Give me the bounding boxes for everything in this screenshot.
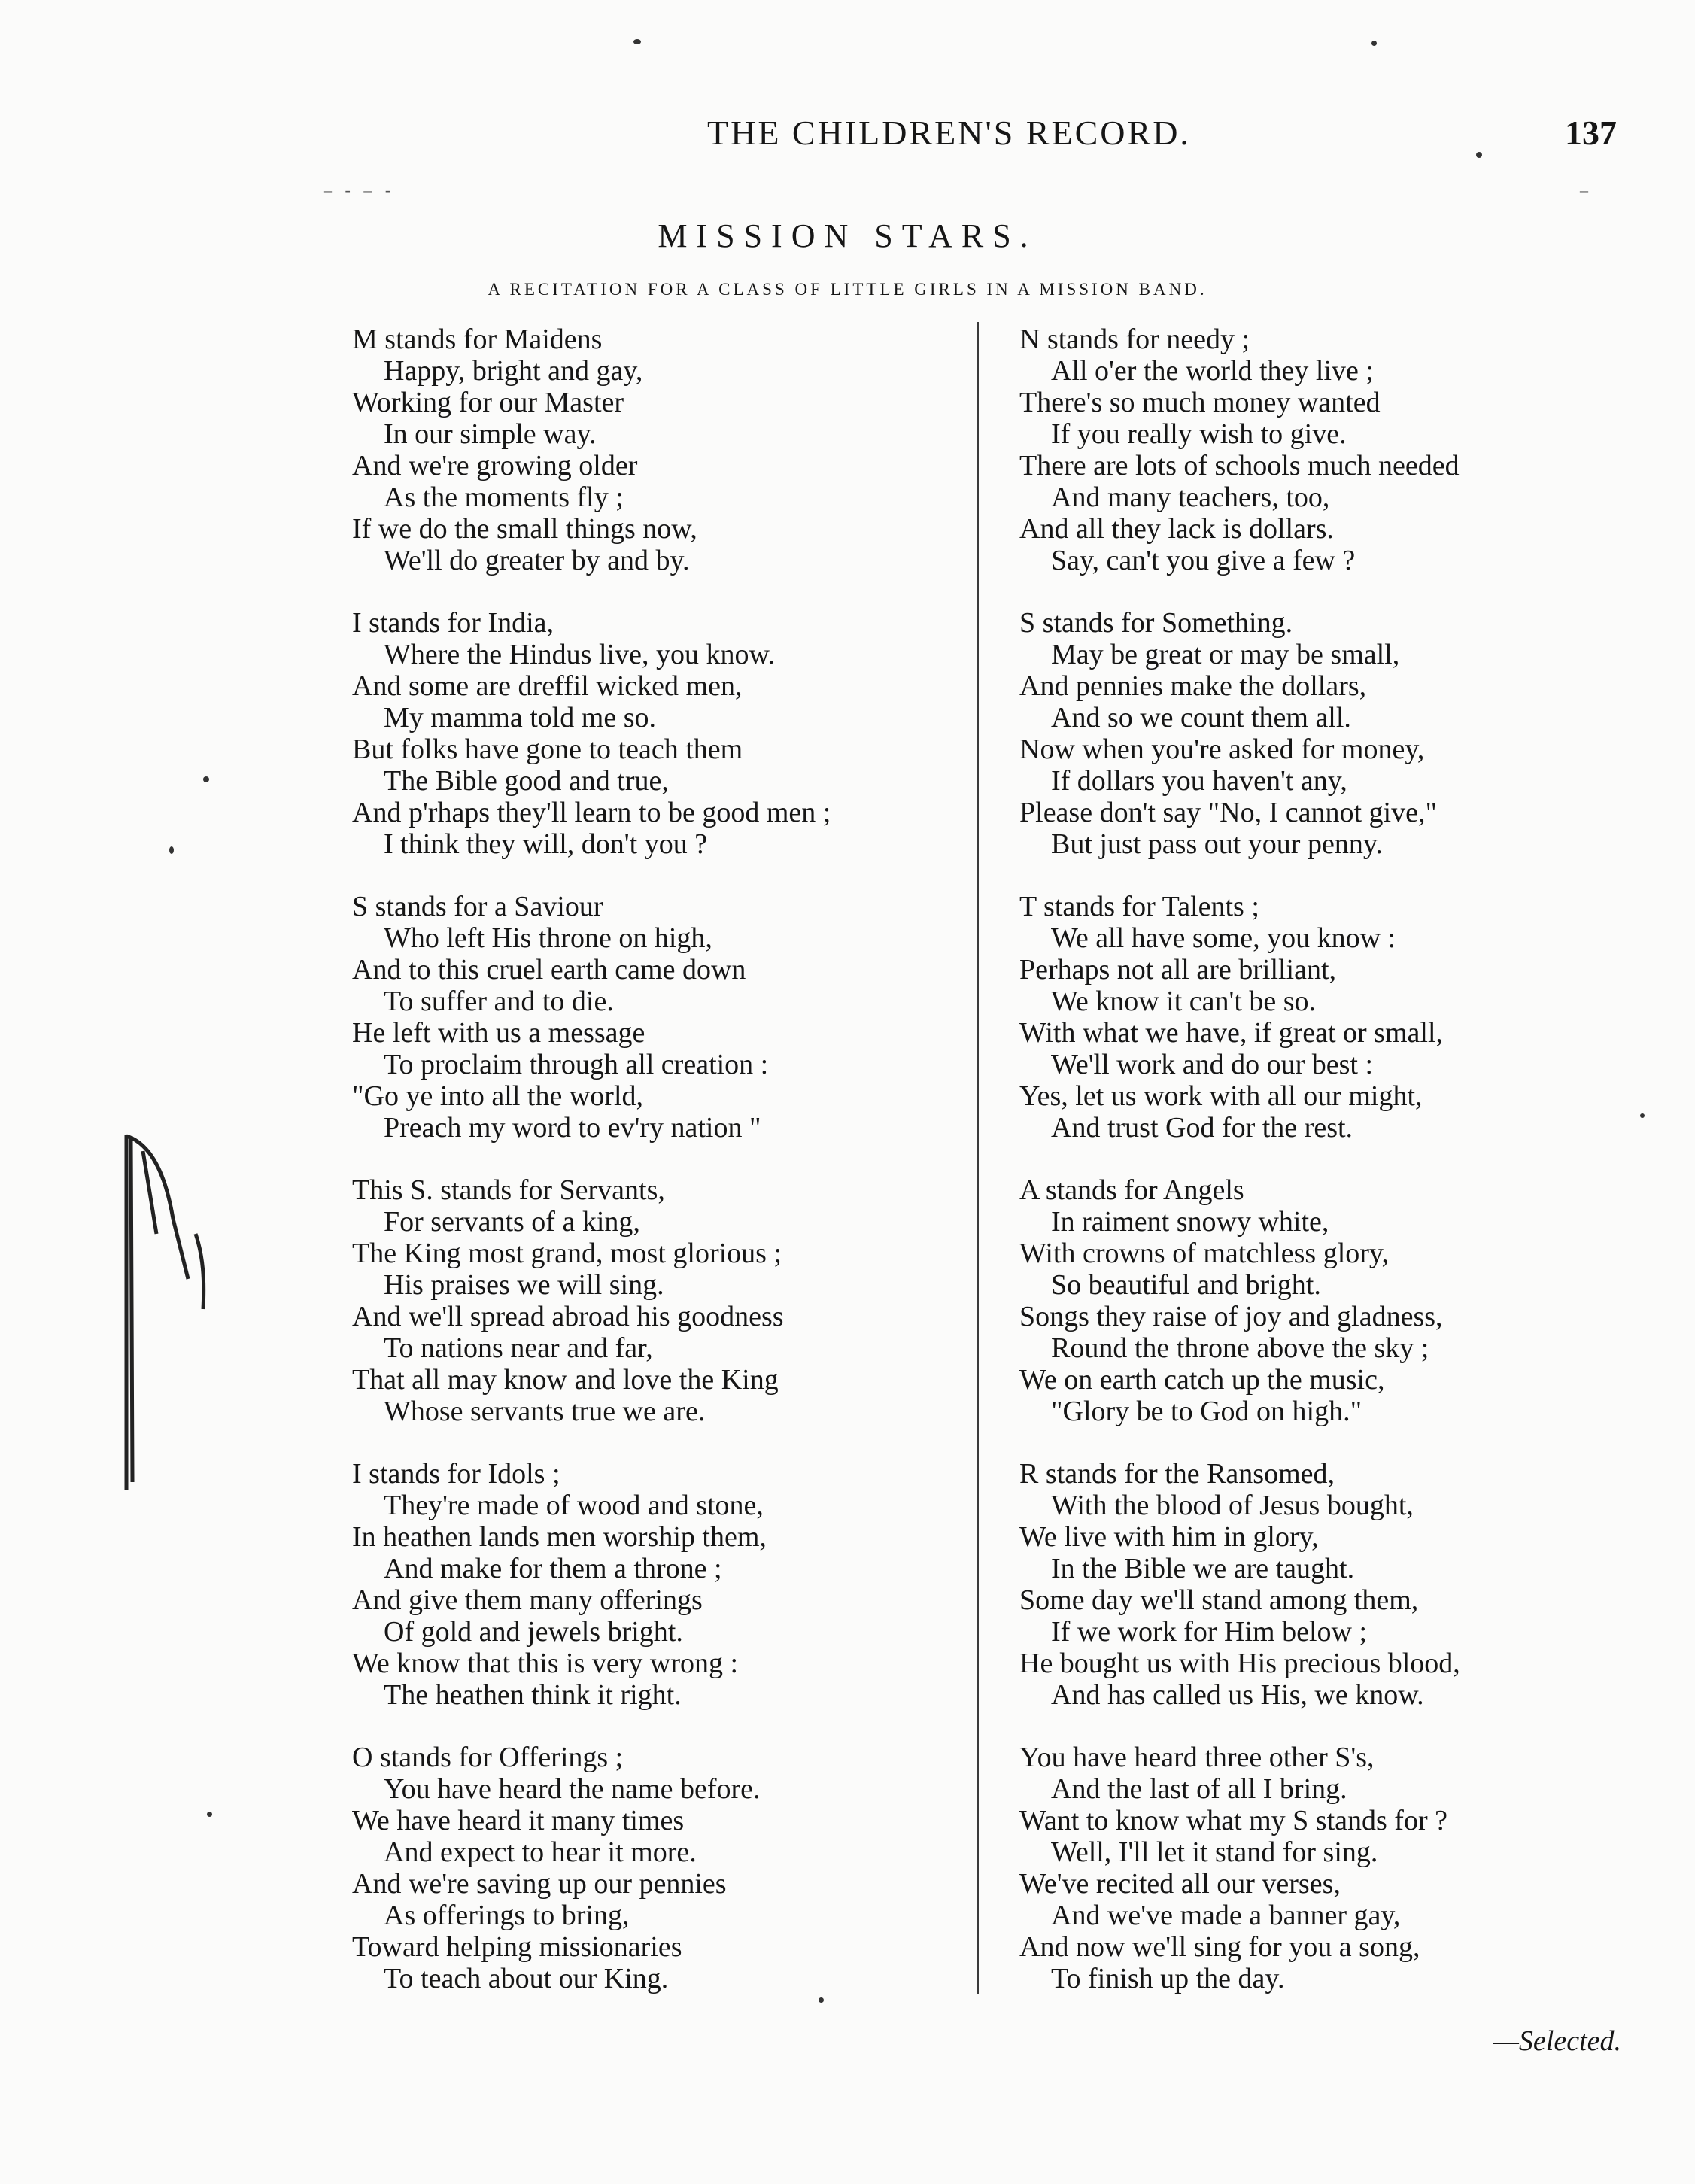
verse-line: R stands for the Ransomed,	[1019, 1458, 1335, 1490]
verse-line: May be great or may be small,	[1051, 639, 1400, 670]
verse-line: In raiment snowy white,	[1051, 1206, 1329, 1238]
verse-line: With crowns of matchless glory,	[1019, 1238, 1389, 1269]
verse-line: They're made of wood and stone,	[384, 1490, 764, 1521]
rule-mark-right: –	[1580, 181, 1593, 199]
ink-speck	[1371, 41, 1377, 46]
left-column	[352, 323, 969, 2025]
verse-line: This S. stands for Servants,	[352, 1174, 665, 1206]
verse-line: If you really wish to give.	[1051, 418, 1347, 450]
stanza	[352, 1742, 969, 1994]
verse-line: We'll work and do our best :	[1051, 1049, 1374, 1080]
verse-line: We know it can't be so.	[1051, 986, 1317, 1017]
verse-line: "Go ye into all the world,	[352, 1080, 643, 1112]
verse-line: To suffer and to die.	[384, 986, 614, 1017]
verse-line: My mamma told me so.	[384, 702, 657, 734]
right-column	[1019, 323, 1651, 2057]
verse-line: Say, can't you give a few ?	[1051, 545, 1356, 576]
verse-line: And the last of all I bring.	[1051, 1773, 1347, 1805]
verse-line: We'll do greater by and by.	[384, 545, 690, 576]
verse-line: In heathen lands men worship them,	[352, 1521, 767, 1553]
stanza	[1019, 1174, 1651, 1427]
stanza	[352, 1174, 969, 1427]
verse-line: M stands for Maidens	[352, 323, 603, 355]
verse-line: And we're saving up our pennies	[352, 1868, 727, 1900]
verse-line: In the Bible we are taught.	[1051, 1553, 1355, 1584]
verse-line: Of gold and jewels bright.	[384, 1616, 683, 1648]
verse-line: You have heard three other S's,	[1019, 1742, 1375, 1773]
verse-line: But folks have gone to teach them	[352, 734, 743, 765]
verse-line: We know that this is very wrong :	[352, 1648, 739, 1679]
verse-line: And all they lack is dollars.	[1019, 513, 1334, 545]
running-title: THE CHILDREN'S RECORD.	[707, 114, 1191, 152]
verse-line: A stands for Angels	[1019, 1174, 1244, 1206]
verse-line: To proclaim through all creation :	[384, 1049, 769, 1080]
verse-line: With what we have, if great or small,	[1019, 1017, 1444, 1049]
verse-line: And now we'll sing for you a song,	[1019, 1931, 1420, 1963]
verse-line: I stands for India,	[352, 607, 554, 639]
verse-line: The King most grand, most glorious ;	[352, 1238, 782, 1269]
verse-line: Songs they raise of joy and gladness,	[1019, 1301, 1443, 1332]
rule-mark-left: – - – -	[324, 181, 396, 199]
verse-line: He bought us with His precious blood,	[1019, 1648, 1460, 1679]
stanza	[352, 323, 969, 576]
verse-line: We live with him in glory,	[1019, 1521, 1319, 1553]
ink-speck	[169, 846, 174, 854]
verse-line: Whose servants true we are.	[384, 1396, 706, 1427]
verse-line: We on earth catch up the music,	[1019, 1364, 1385, 1396]
ink-speck	[819, 1997, 824, 2003]
verse-line: And expect to hear it more.	[384, 1836, 697, 1868]
stanza	[352, 1458, 969, 1711]
verse-line: But just pass out your penny.	[1051, 828, 1383, 860]
verse-line: With the blood of Jesus bought,	[1051, 1490, 1414, 1521]
verse-line: If we do the small things now,	[352, 513, 697, 545]
verse-line: Some day we'll stand among them,	[1019, 1584, 1419, 1616]
verse-line: Working for our Master	[352, 387, 624, 418]
verse-line: Preach my word to ev'ry nation "	[384, 1112, 761, 1144]
stanza	[1019, 323, 1651, 576]
verse-line: O stands for Offerings ;	[352, 1742, 624, 1773]
verse-line: There's so much money wanted	[1019, 387, 1381, 418]
verse-line: Who left His throne on high,	[384, 922, 712, 954]
page-number: 137	[1565, 114, 1617, 152]
verse-line: If dollars you haven't any,	[1051, 765, 1347, 797]
verse-line: The heathen think it right.	[384, 1679, 682, 1711]
verse-line: And some are dreffil wicked men,	[352, 670, 743, 702]
verse-line: Want to know what my S stands for ?	[1019, 1805, 1447, 1836]
verse-line: Happy, bright and gay,	[384, 355, 643, 387]
verse-line: T stands for Talents ;	[1019, 891, 1259, 922]
verse-line: I think they will, don't you ?	[384, 828, 708, 860]
ink-speck	[1640, 1113, 1645, 1118]
verse-line: And so we count them all.	[1051, 702, 1351, 734]
verse-line: As offerings to bring,	[384, 1900, 630, 1931]
verse-line: And to this cruel earth came down	[352, 954, 746, 986]
verse-line: As the moments fly ;	[384, 481, 624, 513]
verse-line: To nations near and far,	[384, 1332, 653, 1364]
verse-line: If we work for Him below ;	[1051, 1616, 1368, 1648]
ink-speck	[1476, 152, 1482, 158]
verse-line: To finish up the day.	[1051, 1963, 1285, 1994]
ink-speck	[633, 39, 641, 44]
verse-line: Round the throne above the sky ;	[1051, 1332, 1429, 1364]
verse-line: Where the Hindus live, you know.	[384, 639, 775, 670]
poem-title: MISSION STARS.	[658, 217, 1037, 254]
verse-line: Yes, let us work with all our might,	[1019, 1080, 1423, 1112]
verse-line: And has called us His, we know.	[1051, 1679, 1424, 1711]
verse-line: In our simple way.	[384, 418, 597, 450]
verse-line: For servants of a king,	[384, 1206, 640, 1238]
stanza	[1019, 607, 1651, 860]
verse-line: And give them many offerings	[352, 1584, 703, 1616]
verse-line: The Bible good and true,	[384, 765, 669, 797]
verse-line: You have heard the name before.	[384, 1773, 761, 1805]
verse-line: Please don't say "No, I cannot give,"	[1019, 797, 1437, 828]
verse-line: We've recited all our verses,	[1019, 1868, 1341, 1900]
verse-line: All o'er the world they live ;	[1051, 355, 1374, 387]
verse-line: And we're growing older	[352, 450, 638, 481]
verse-line: "Glory be to God on high."	[1051, 1396, 1362, 1427]
verse-line: To teach about our King.	[384, 1963, 669, 1994]
verse-line: Toward helping missionaries	[352, 1931, 682, 1963]
verse-line: And trust God for the rest.	[1051, 1112, 1353, 1144]
verse-line: S stands for Something.	[1019, 607, 1293, 639]
stanza	[352, 607, 969, 860]
verse-line: Perhaps not all are brilliant,	[1019, 954, 1337, 986]
verse-line: And p'rhaps they'll learn to be good men ;	[352, 797, 831, 828]
verse-line: We have heard it many times	[352, 1805, 685, 1836]
poem-subtitle: A RECITATION FOR A CLASS OF LITTLE GIRLS IN A MISSION BAND.	[488, 280, 1207, 299]
margin-bracket-mark	[120, 1128, 218, 1505]
verse-line: And we'll spread abroad his goodness	[352, 1301, 784, 1332]
verse-line: That all may know and love the King	[352, 1364, 779, 1396]
verse-line: And pennies make the dollars,	[1019, 670, 1367, 702]
stanza	[1019, 1742, 1651, 1994]
verse-line: N stands for needy ;	[1019, 323, 1250, 355]
stanza	[352, 891, 969, 1144]
verse-line: There are lots of schools much needed	[1019, 450, 1460, 481]
verse-line: And we've made a banner gay,	[1051, 1900, 1401, 1931]
ink-speck	[207, 1812, 212, 1817]
ink-speck	[203, 776, 209, 782]
verse-line: He left with us a message	[352, 1017, 645, 1049]
verse-line: And make for them a throne ;	[384, 1553, 722, 1584]
verse-line: S stands for a Saviour	[352, 891, 603, 922]
stanza	[1019, 891, 1651, 1144]
attribution: —Selected.	[1493, 2025, 1621, 2057]
verse-line: And many teachers, too,	[1051, 481, 1330, 513]
verse-line: We all have some, you know :	[1051, 922, 1396, 954]
stanza	[1019, 1458, 1651, 1711]
column-divider	[977, 322, 979, 1994]
verse-line: Now when you're asked for money,	[1019, 734, 1425, 765]
page-header	[0, 113, 1695, 158]
verse-line: I stands for Idols ;	[352, 1458, 560, 1490]
verse-line: Well, I'll let it stand for sing.	[1051, 1836, 1378, 1868]
verse-line: His praises we will sing.	[384, 1269, 664, 1301]
verse-line: So beautiful and bright.	[1051, 1269, 1321, 1301]
